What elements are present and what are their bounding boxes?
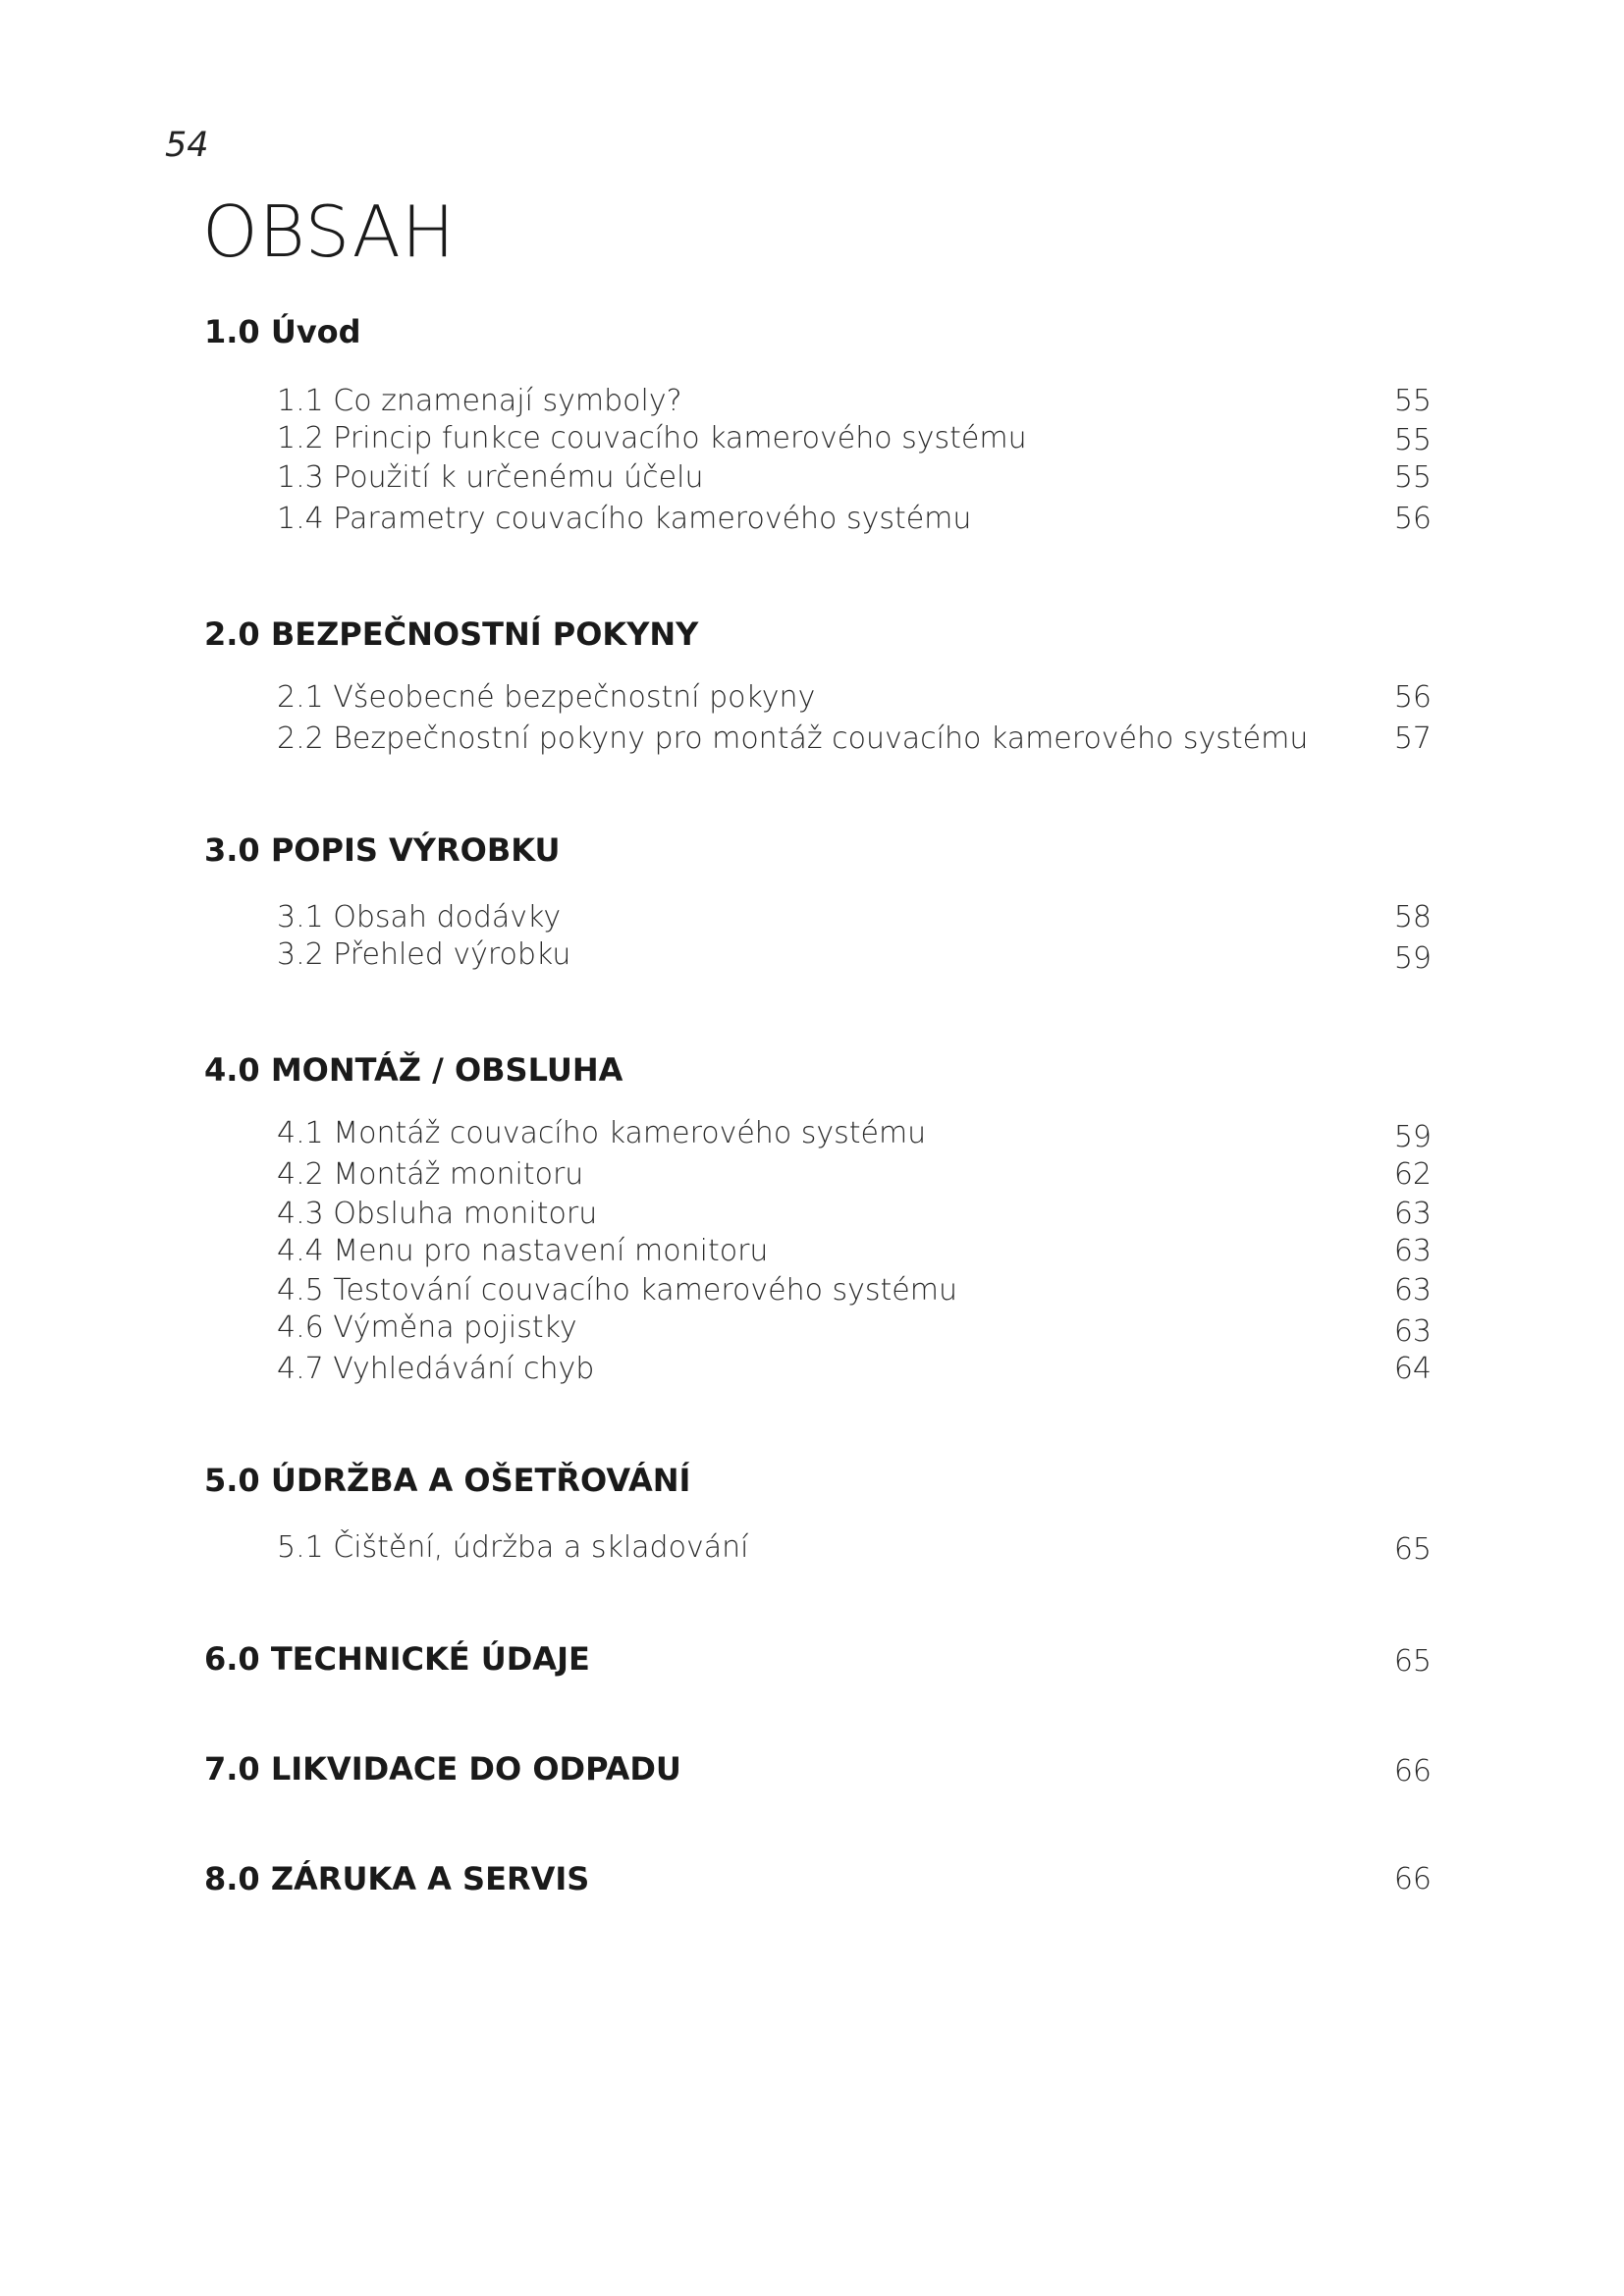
toc-section-heading[interactable]: 4.0 MONTÁŽ / OBSLUHA [204,1051,623,1089]
toc-entry-page: 56 [1393,502,1432,536]
toc-entry-page: 55 [1393,384,1432,418]
toc-entry-page: 63 [1393,1314,1432,1349]
toc-entry-label[interactable]: 4.7 Vyhledávání chyb [277,1352,595,1386]
toc-entry-label[interactable]: 2.2 Bezpečnostní pokyny pro montáž couvacího kamerového systému [277,721,1309,756]
toc-entry-page: 65 [1393,1644,1432,1679]
toc-entry-page: 57 [1393,721,1432,756]
toc-entry-label[interactable]: 5.1 Čištění, údržba a skladování [277,1530,749,1565]
toc-entry-label[interactable]: 4.3 Obsluha monitoru [277,1197,598,1231]
toc-section-heading[interactable]: 8.0 ZÁRUKA A SERVIS [204,1860,590,1897]
toc-entry-page: 63 [1393,1234,1432,1268]
toc-entry-label[interactable]: 4.2 Montáž monitoru [277,1157,584,1192]
toc-entry-label[interactable]: 2.1 Všeobecné bezpečnostní pokyny [277,680,816,715]
toc-entry-page: 63 [1393,1273,1432,1308]
toc-entry-label[interactable]: 1.1 Co znamenají symboly? [277,384,682,418]
toc-section-heading[interactable]: 2.0 BEZPEČNOSTNÍ POKYNY [204,615,699,653]
toc-entry-label[interactable]: 1.4 Parametry couvacího kamerového systému [277,502,972,536]
toc-entry-label[interactable]: 4.6 Výměna pojistky [277,1310,577,1345]
toc-entry-page: 64 [1393,1352,1432,1386]
page-title: OBSAH [202,190,456,273]
toc-entry-page: 66 [1393,1862,1432,1896]
toc-entry-label[interactable]: 1.2 Princip funkce couvacího kamerového systému [277,421,1027,455]
toc-entry-page: 65 [1393,1532,1432,1567]
toc-entry-page: 56 [1393,680,1432,715]
toc-entry-label[interactable]: 1.3 Použití k určenému účelu [277,460,704,495]
toc-section-heading[interactable]: 7.0 LIKVIDACE DO ODPADU [204,1750,681,1788]
toc-entry-label[interactable]: 4.5 Testování couvacího kamerového systému [277,1273,957,1308]
toc-section-heading[interactable]: 1.0 Úvod [204,313,361,350]
toc-entry-page: 63 [1393,1197,1432,1231]
toc-entry-page: 55 [1393,460,1432,495]
toc-entry-label[interactable]: 4.1 Montáž couvacího kamerového systému [277,1116,927,1150]
toc-section-heading[interactable]: 6.0 TECHNICKÉ ÚDAJE [204,1640,590,1678]
toc-entry-page: 62 [1393,1157,1432,1192]
toc-section-heading[interactable]: 3.0 POPIS VÝROBKU [204,831,561,869]
toc-section-heading[interactable]: 5.0 ÚDRŽBA A OŠETŘOVÁNÍ [204,1462,691,1499]
toc-entry-page: 59 [1393,941,1432,976]
toc-entry-page: 66 [1393,1754,1432,1789]
toc-entry-page: 59 [1393,1120,1432,1154]
toc-entry-label[interactable]: 4.4 Menu pro nastavení monitoru [277,1234,769,1268]
toc-entry-label[interactable]: 3.1 Obsah dodávky [277,900,562,934]
toc-entry-page: 55 [1393,423,1432,457]
toc-entry-label[interactable]: 3.2 Přehled výrobku [277,937,571,972]
page-number: 54 [165,126,209,165]
toc-entry-page: 58 [1393,900,1432,934]
